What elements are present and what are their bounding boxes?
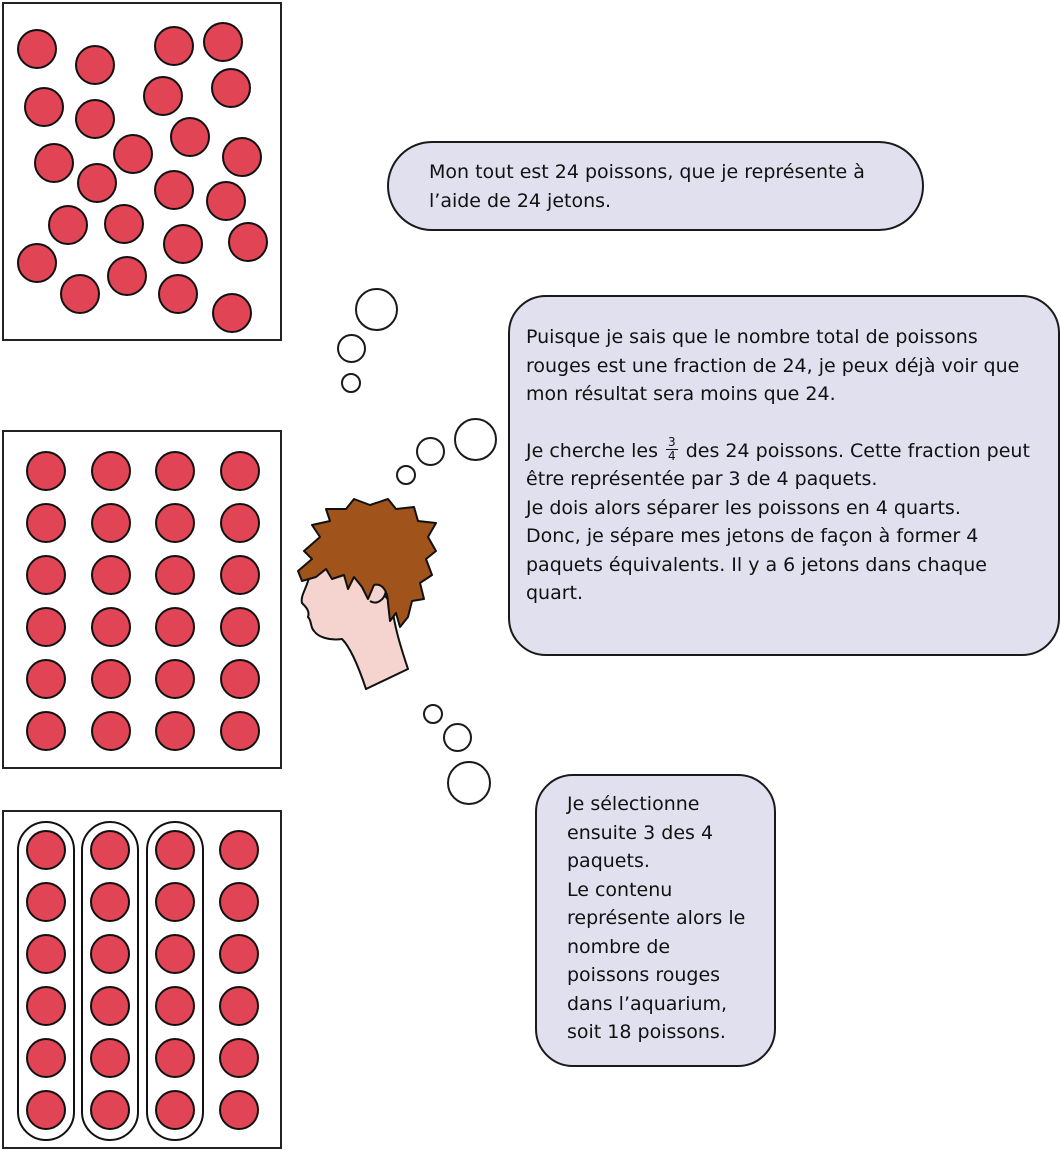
token	[221, 504, 259, 542]
token	[204, 23, 242, 61]
token	[212, 69, 250, 107]
token	[220, 987, 258, 1025]
token	[221, 712, 259, 750]
token	[156, 987, 194, 1025]
token	[156, 452, 194, 490]
token	[27, 660, 65, 698]
token	[91, 987, 129, 1025]
token	[156, 712, 194, 750]
token	[156, 660, 194, 698]
reasoning-paragraph-1: Puisque je sais que le nombre total de poissons rouges est une fraction de 24, je peux déjà voir que mon résultat sera moins que 24.	[526, 326, 1020, 405]
token	[156, 504, 194, 542]
token	[223, 138, 261, 176]
grid-tokens-panel	[2, 430, 282, 769]
token	[91, 831, 129, 869]
thought-circle	[447, 761, 491, 805]
token	[171, 118, 209, 156]
token	[18, 30, 56, 68]
token	[92, 452, 130, 490]
whole-speech-bubble	[387, 141, 924, 231]
token	[229, 223, 267, 261]
token-groups	[4, 812, 284, 1151]
thought-circle	[416, 437, 445, 466]
scattered-tokens	[4, 4, 284, 343]
token	[220, 883, 258, 921]
token	[78, 164, 116, 202]
token-grid	[4, 432, 284, 771]
token	[156, 935, 194, 973]
token	[49, 206, 87, 244]
token	[220, 1091, 258, 1129]
token	[27, 504, 65, 542]
grouped-tokens-panel	[2, 810, 282, 1149]
three-quarters-fraction	[666, 436, 678, 463]
token	[156, 1091, 194, 1129]
token	[221, 452, 259, 490]
token	[220, 935, 258, 973]
token	[27, 987, 65, 1025]
token	[92, 660, 130, 698]
reasoning-line-4: Donc, je sépare mes jetons de façon à former 4 paquets équivalents. Il y a 6 jetons dans chaque quart.	[526, 525, 987, 604]
token	[155, 27, 193, 65]
token	[221, 556, 259, 594]
token	[92, 608, 130, 646]
token	[221, 608, 259, 646]
token	[156, 556, 194, 594]
token	[91, 1091, 129, 1129]
fraction-lead-text: Je cherche les	[526, 439, 658, 462]
thought-circle	[443, 723, 472, 752]
token	[207, 182, 245, 220]
selection-line-1: Je sélectionne ensuite 3 des 4 paquets.	[567, 793, 714, 872]
token	[27, 712, 65, 750]
token	[156, 1039, 194, 1077]
thought-circle	[423, 704, 443, 724]
token	[220, 1039, 258, 1077]
thought-circle	[396, 465, 416, 485]
token	[27, 1091, 65, 1129]
token	[105, 205, 143, 243]
token	[27, 452, 65, 490]
token	[159, 275, 197, 313]
token	[92, 712, 130, 750]
reasoning-speech-bubble	[508, 295, 1060, 656]
token	[76, 46, 114, 84]
selection-line-2: Le contenu représente alors le nombre de poissons rouges dans l’aquarium, soit 18 poissons.	[567, 878, 746, 1043]
fraction-numerator: 3	[668, 434, 676, 449]
token	[76, 100, 114, 138]
token	[156, 608, 194, 646]
token	[155, 171, 193, 209]
token	[164, 225, 202, 263]
thought-circle	[337, 334, 366, 363]
token	[27, 556, 65, 594]
token	[156, 883, 194, 921]
token	[25, 88, 63, 126]
token	[27, 935, 65, 973]
reasoning-paragraph-2	[526, 434, 1040, 494]
token	[114, 135, 152, 173]
whole-text: Mon tout est 24 poissons, que je représente à l’aide de 24 jetons.	[429, 161, 865, 212]
token	[27, 1039, 65, 1077]
token	[35, 144, 73, 182]
token	[27, 883, 65, 921]
child-head-illustration	[296, 495, 441, 695]
thought-circle	[341, 373, 361, 393]
token	[91, 1039, 129, 1077]
token	[91, 883, 129, 921]
token	[27, 831, 65, 869]
thought-circle	[355, 288, 398, 331]
token	[108, 257, 146, 295]
fraction-denominator: 4	[668, 448, 676, 463]
token	[221, 660, 259, 698]
selection-speech-bubble	[535, 774, 776, 1067]
whole-tokens-panel	[2, 2, 282, 341]
token	[92, 504, 130, 542]
token	[156, 831, 194, 869]
token	[27, 608, 65, 646]
token	[61, 275, 99, 313]
reasoning-line-3: Je dois alors séparer les poissons en 4 quarts.	[526, 496, 961, 519]
token	[18, 244, 56, 282]
fraction-follow-text: des 24 poissons. Cette fraction peut être représentée par 3 de 4 paquets.	[526, 439, 1030, 490]
token	[92, 556, 130, 594]
token	[213, 294, 251, 332]
token	[144, 77, 182, 115]
token	[91, 935, 129, 973]
thought-circle	[454, 418, 497, 461]
token	[220, 831, 258, 869]
